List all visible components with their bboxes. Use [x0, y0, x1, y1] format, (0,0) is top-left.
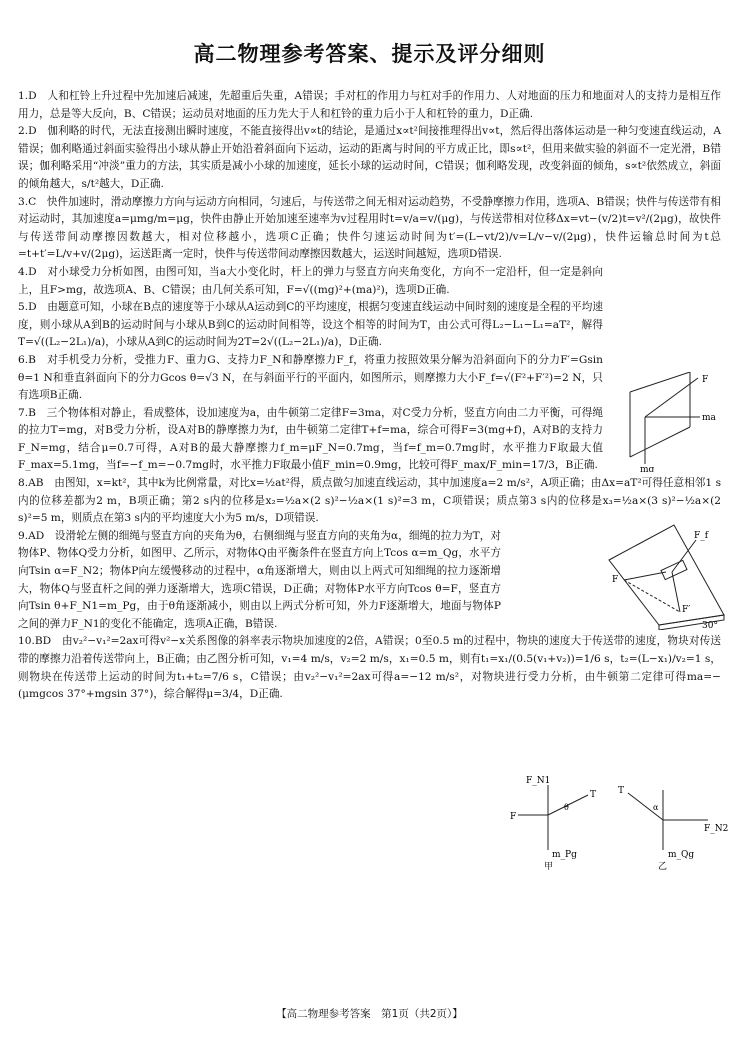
answer-item-1: 1.D 人和杠铃上升过程中先加速后减速，先超重后失重，A错误；手对杠的作用力与杠对手的作用力、人对地面的压力和地面对人的支持力是相互作用力，总是等大反向，B、C错误；运动员对地面的压力先大于人和杠铃的重力后小于人和杠铃的重力，D正确. [18, 90, 721, 120]
force-diagram-q4 [610, 372, 720, 472]
fig6-label-f: F [612, 575, 619, 585]
answer-item-2: 2.D 伽利略的时代，无法直接测出瞬时速度，不能直接得出v∝t的结论，是通过x∝t²间接推理得出v∝t，然后得出落体运动是一种匀变速直线运动，A错误；伽利略通过斜面实验得出小球从静止开始沿着斜面向下运动，运动的距离与时间的平方成正比，即s∝t²，但用来做实验的斜面不一定光滑，B错误；伽利略采用“冲淡”重力的方法，其实质是减小小球的加速度，延长小球的运动时间，C错误；伽利略发现，改变斜面的倾角，s∝t²依然成立，斜面的倾角越大，s/t²越大，D正确. [18, 125, 721, 190]
answer-item-9: 9.AD 设滑轮左侧的细绳与竖直方向的夹角为θ，右侧细绳与竖直方向的夹角为α，细绳的拉力为T，对物体P、物体Q受力分析，如图甲、乙所示，对物体Q由平衡条件在竖直方向上Tcos α=m_Qg，水平方向Tsin α=F_N2；物体P向左缓慢移动的过程中，α角逐渐增大，则由以上两式可知细绳的拉力逐渐增大，物体Q与竖直杆之间的弹力逐渐增大，选项C错误，D正确；对物体P水平方向Tcos θ=F，竖直方向Tsin θ+F_N1=m_Pg，由于θ角逐渐减小，则由以上两式分析可知，外力F逐渐增大，地面与物体P之间的弹力F_N1的变化不能确定，选项A正确，B错误. [18, 529, 501, 630]
fig4-label-f: F [702, 375, 709, 385]
force-diagrams-q9 [508, 765, 728, 870]
answer-item-6: 6.B 对手机受力分析，受推力F、重力G、支持力F_N和静摩擦力F_f，将重力按照效果分解为沿斜面向下的分力F′=Gsin θ=1 N和垂直斜面向下的分力Gcos θ=√3 N，在与斜面平行的平面内，如图所示，则摩擦力大小F_f=√(F²+F′²)=2 N，只有选项B正确. [18, 353, 603, 402]
fig9-label-fn2: F_N2 [704, 824, 728, 834]
fig6-label-ff: F_f [694, 531, 709, 541]
fig9-label-t-yi: T [618, 786, 625, 796]
fig4-label-mg: mg [640, 465, 655, 472]
answer-item-7: 7.B 三个物体相对静止，看成整体，设加速度为a，由牛顿第二定律F=3ma，对C受力分析，竖直方向由二力平衡，可得绳的拉力T=mg，对B受力分析，设A对B的静摩擦力为f，由牛顿第二定律T+f=ma，综合可得F=3(mg+f)，A对B的支持力F_N=mg，结合μ=0.7可得，A对B的最大静摩擦力f_m=μF_N=0.7mg，当f=f_m=0.7mg时，水平推力F取最大值F_max=5.1mg，当f=−f_m=−0.7mg时，水平推力F取最小值F_min=0.9mg，比较可得F_max/F_min=17/3，B正确. [18, 406, 603, 472]
fig9-label-yi: 乙 [658, 862, 668, 870]
fig6-label-fprime: F′ [682, 605, 691, 615]
page-footer: 【高二物理参考答案 第1页（共2页）】 [276, 1008, 463, 1020]
fig9-label-t-jia: T [590, 790, 597, 800]
fig9-label-fn1: F_N1 [526, 776, 551, 786]
fig9-label-theta: θ [564, 803, 569, 812]
answer-item-10: 10.BD 由v₂²−v₁²=2ax可得v²−x关系图像的斜率表示物块加速度的2倍，A错误；0至0.5 m的过程中，物块的速度大于传送带的速度，物块对传送带的摩擦力沿着传送带向上，B正确；由乙图分析可知，v₁=4 m/s，v₂=2 m/s，x₁=0.5 m，则有t₁=x₁/(0.5(v₁+v₂))=1/6 s，t₂=(L−x₁)/v₂=1 s，则物块在传送带上运动的时间为t₁+t₂=7/6 s，C错误；由v₂²−v₁²=2ax可得a=−12 m/s²，对物块进行受力分析，由牛顿第二定律可得ma=−(μmgcos 37°+mgsin 37°)，综合解得μ=3/4，D正确. [18, 635, 721, 701]
fig4-label-ma: ma [702, 413, 716, 423]
incline-phone-diagram-q6 [604, 520, 730, 630]
fig9-label-mpg: m_Pg [552, 850, 577, 860]
fig9-label-jia: 甲 [544, 862, 554, 870]
fig9-label-f: F [510, 812, 517, 822]
fig9-label-mqg: m_Qg [668, 850, 695, 860]
answer-item-5: 5.D 由题意可知，小球在B点的速度等于小球从A运动到C的平均速度，根据匀变速直线运动中间时刻的速度是全程的平均速度，则小球从A到B的运动时间与小球从B到C的运动时间相等，设这个相等的时间为T，由公式可得L₂−L₁−L₁=aT²，解得T=√((L₂−2L₁)/a)，小球从A到C的运动时间为2T=2√((L₂−2L₁)/a)，D正确. [18, 301, 603, 349]
fig9-label-alpha: α [653, 803, 659, 812]
answer-item-8: 8.AB 由图知，x=kt²，其中k为比例常量，对比x=½at²得，质点做匀加速直线运动，其中加速度a=2 m/s²，A项正确；由Δx=aT²可得任意相邻1 s内的位移差都为2 m，B项正确；第2 s内的位移是x₂=½a×(2 s)²−½a×(1 s)²=3 m，C项错误；质点第3 s内的位移是x₃=½a×(3 s)²−½a×(2 s)²=5 m，则质点在第3 s内的平均速度大小为5 m/s，D项错误. [18, 477, 721, 525]
page-title: 高二物理参考答案、提示及评分细则 [193, 42, 546, 66]
answer-item-4: 4.D 对小球受力分析如图，由图可知，当a大小变化时，杆上的弹力与竖直方向夹角变化，方向不一定沿杆，但一定是斜向上，且F>mg，故选项A、B、C错误；由几何关系可知，F=√((mg)²+(ma)²)，选项D正确. [18, 265, 603, 296]
fig6-label-angle: 30° [702, 621, 718, 630]
answer-item-3: 3.C 快件加速时，滑动摩擦力方向与运动方向相同，匀速后，与传送带之间无相对运动趋势，不受静摩擦力作用，选项A、B错误；快件与传送带有相对运动时，其加速度a=μmg/m=μg，快件由静止开始加速至速率为v过程用时t=v/a=v/(μg)，与传送带相对位移Δx=vt−(v/2)t=v²/(2μg)，故快件与传送带间动摩擦因数越大，相对位移越小，选项C正确；快件匀速运动时间为t′=(L−vt/2)/v=L/v−v/(2μg)，快件运输总时间为t总=t+t′=L/v+v/(2μg)，运送距离一定时，快件与传送带间动摩擦因数越大，运送时间越短，选项D错误. [18, 195, 721, 261]
